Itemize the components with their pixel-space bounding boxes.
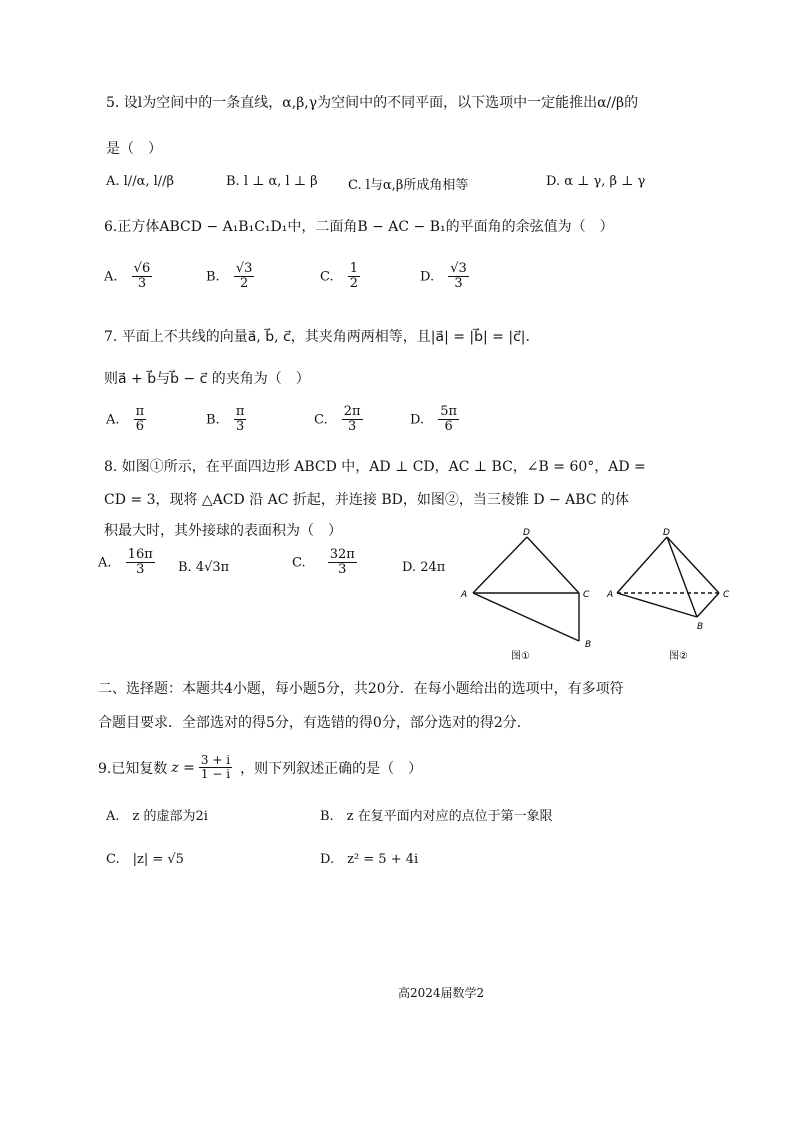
fraction-numerator: 1 bbox=[349, 261, 359, 276]
fraction-denominator: 3 bbox=[338, 562, 347, 578]
q9-option-b: B. z 在复平面内对应的点位于第一象限 bbox=[320, 809, 553, 824]
edge-db bbox=[667, 537, 697, 617]
edge-dc bbox=[667, 537, 719, 593]
option-label: A. bbox=[98, 555, 112, 571]
option-label: D. bbox=[410, 412, 425, 428]
section2-line2: 合题目要求．全部选对的得5分，有选错的得0分，部分选对的得2分． bbox=[98, 715, 531, 731]
q7-stem-line1: 7. 平面上不共线的向量a⃗, b⃗, c⃗，其夹角两两相等，且|a⃗| = |b⃗| = |c⃗|. bbox=[104, 329, 530, 345]
q6-stem: 6.正方体ABCD − A₁B₁C₁D₁中，二面角B − AC − B₁的平面角的余弦值为（ ） bbox=[104, 219, 614, 235]
q9-option-c: C. |z| = √5 bbox=[106, 852, 184, 867]
option-label: A. bbox=[104, 269, 118, 285]
fraction-denominator: 6 bbox=[135, 419, 145, 435]
q5-option-c: C. l与α,β所成角相等 bbox=[348, 178, 469, 193]
q8-option-b: B. 4√3π bbox=[178, 560, 230, 575]
fraction-numerator: 32π bbox=[329, 547, 355, 562]
fraction-denominator: 3 bbox=[136, 562, 145, 578]
edge-ab bbox=[617, 593, 697, 617]
fraction-denominator: 3 bbox=[454, 276, 463, 292]
q7-option-b bbox=[206, 405, 246, 435]
edge-ad bbox=[473, 537, 527, 593]
q7-option-c bbox=[314, 405, 363, 435]
option-label: B. bbox=[206, 412, 220, 428]
q5-stem-line2: 是（ ） bbox=[106, 141, 162, 157]
q5-option-d: D. α ⊥ γ, β ⊥ γ bbox=[546, 174, 646, 189]
figure-1 bbox=[455, 525, 610, 665]
fraction-denominator: 3 bbox=[235, 419, 245, 435]
fraction-denominator: 3 bbox=[348, 419, 357, 435]
q8-option-a bbox=[98, 548, 155, 578]
q5-option-b: B. l ⊥ α, l ⊥ β bbox=[226, 174, 318, 189]
q8-stem-line3: 积最大时，其外接球的表面积为（ ） bbox=[104, 523, 342, 539]
fraction-denominator: 1 − i bbox=[200, 767, 231, 782]
vertex-label-b: B bbox=[585, 640, 592, 650]
q6-option-b bbox=[206, 262, 254, 292]
figure-2-caption: 图② bbox=[669, 651, 688, 662]
fraction-denominator: 6 bbox=[444, 419, 453, 435]
vertex-label-c: C bbox=[723, 590, 730, 600]
fraction-numerator: 16π bbox=[127, 547, 153, 562]
option-label: A. bbox=[106, 412, 120, 428]
page-footer: 高2024届数学2 bbox=[398, 986, 485, 1000]
q8-stem-line1: 8. 如图①所示，在平面四边形 ABCD 中，AD ⊥ CD，AC ⊥ BC，∠B = 60°，AD = bbox=[104, 459, 646, 475]
q9-z-eq: z = bbox=[171, 759, 195, 776]
q8-option-c bbox=[292, 548, 357, 578]
fraction-numerator: √3 bbox=[450, 261, 467, 276]
option-label: C. bbox=[314, 412, 328, 428]
q9-option-d: D. z² = 5 + 4i bbox=[320, 852, 419, 867]
fraction-numerator: 3 + i bbox=[200, 753, 231, 767]
q6-option-a bbox=[104, 262, 152, 292]
fraction-denominator: 2 bbox=[239, 276, 249, 292]
q9-option-a: A. z 的虚部为2i bbox=[106, 809, 208, 824]
fraction-numerator: 2π bbox=[343, 404, 361, 419]
q6-option-c bbox=[320, 262, 360, 292]
vertex-label-a: A bbox=[461, 590, 468, 600]
q5-stem-line1: 5. 设l为空间中的一条直线，α,β,γ为空间中的不同平面，以下选项中一定能推出α//β的 bbox=[106, 95, 639, 111]
section2-line1: 二、选择题：本题共4小题，每小题5分，共20分．在每小题给出的选项中，有多项符 bbox=[98, 681, 624, 697]
edge-bc bbox=[697, 593, 719, 617]
q7-stem-line2: 则a⃗ + b⃗与b⃗ − c⃗ 的夹角为（ ） bbox=[104, 371, 310, 387]
q8-stem-line2: CD = 3，现将 △ACD 沿 AC 折起，并连接 BD，如图②，当三棱锥 D − ABC 的体 bbox=[104, 492, 629, 508]
q8-option-d: D. 24π bbox=[402, 560, 446, 575]
option-label: D. bbox=[420, 269, 435, 285]
fraction-numerator: π bbox=[235, 404, 245, 419]
vertex-label-d: D bbox=[663, 528, 670, 538]
fraction-denominator: 2 bbox=[349, 276, 359, 292]
fraction-numerator: √3 bbox=[235, 261, 253, 276]
option-label: C. bbox=[320, 269, 334, 285]
edge-dc bbox=[527, 537, 579, 593]
option-label: B. bbox=[206, 269, 220, 285]
edge-ad bbox=[617, 537, 667, 593]
q6-option-d bbox=[420, 262, 469, 292]
fraction-numerator: √6 bbox=[133, 261, 151, 276]
figure-2 bbox=[605, 525, 740, 665]
vertex-label-a: A bbox=[607, 590, 614, 600]
fraction-numerator: 5π bbox=[440, 404, 458, 419]
figure-1-caption: 图① bbox=[511, 651, 530, 662]
q7-option-a bbox=[106, 405, 146, 435]
q9-stem bbox=[98, 754, 422, 781]
fraction-numerator: π bbox=[135, 404, 145, 419]
q9-stem-prefix: 9.已知复数 bbox=[98, 760, 168, 777]
q9-stem-suffix: ，则下列叙述正确的是（ ） bbox=[240, 760, 423, 777]
edge-ab bbox=[473, 593, 579, 641]
vertex-label-b: B bbox=[697, 622, 704, 632]
vertex-label-c: C bbox=[583, 590, 590, 600]
option-label: C. bbox=[292, 555, 306, 571]
q5-option-a: A. l//α, l//β bbox=[106, 174, 175, 189]
fraction-denominator: 3 bbox=[137, 276, 147, 292]
vertex-label-d: D bbox=[523, 528, 530, 538]
q7-option-d bbox=[410, 405, 459, 435]
